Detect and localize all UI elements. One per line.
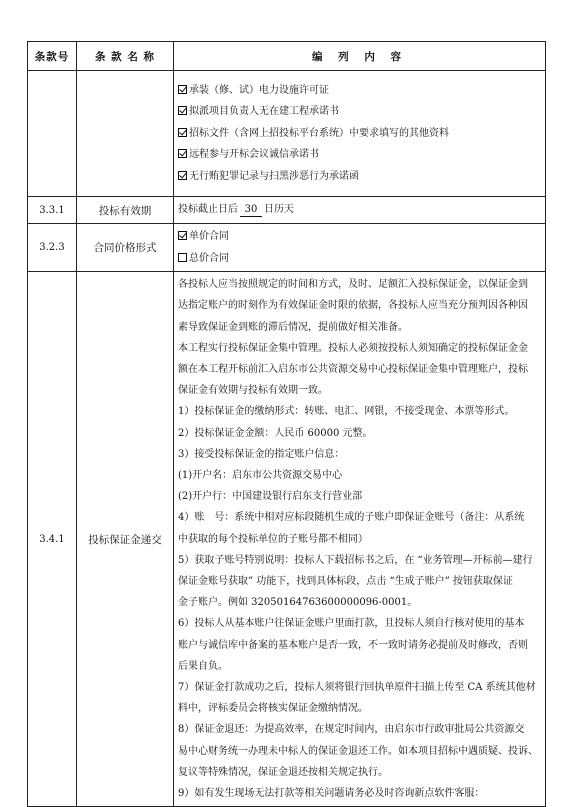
clause-table	[27, 41, 546, 807]
text-line: 6）投标人从基本账户往保证金账户里面打款，且投标人须自行核对使用的基本	[178, 618, 525, 630]
text-line: 复议等特殊情况，保证金退还按相关规定执行。	[178, 766, 388, 778]
list-item: 招标文件（含网上招投标平台系统）中要求填写的其他资料	[178, 123, 541, 145]
header-clause-name: 条 款 名 称	[77, 42, 174, 71]
unchecked-box-icon	[178, 253, 187, 262]
text-line: 5）获取子账号特别说明：投标人下载招标书之后，在 “业务管理—开标前—建行	[178, 554, 533, 566]
text-line: 账户与诚信库中备案的基本账户是否一致，不一致时请务必提前及时修改，否则	[178, 639, 528, 651]
text-line: 达指定账户的时刻作为有效保证金时限的依据，各投标人应当充分预判因各种因	[178, 300, 528, 312]
checked-box-icon	[178, 128, 187, 137]
cell-empty-number	[28, 71, 77, 197]
list-item: 承装（修、试）电力设施许可证	[178, 80, 541, 102]
option-unit-price: 单价合同	[178, 226, 541, 248]
guarantee-content	[174, 272, 546, 807]
text-line: 3）接受投标保证金的指定账户信息：	[178, 448, 345, 460]
clause-number: 3.3.1	[28, 197, 77, 224]
table-row-validity	[28, 197, 546, 224]
checked-box-icon	[178, 231, 187, 240]
text-line: 8）保证金退还：为提高效率，在规定时间内，由启东市行政审批局公共资源交	[178, 724, 525, 736]
clause-number: 3.2.3	[28, 224, 77, 272]
text-line: 额在本工程开标前汇入启东市公共资源交易中心投标保证金集中管理账户，投标	[178, 364, 528, 375]
checked-box-icon	[178, 85, 187, 94]
text-line: 7）保证金打款成功之后，投标人须将银行回执单原件扫描上传至 CA 系统其他材	[178, 682, 536, 694]
text-line: 后果自负。	[178, 660, 228, 672]
option-total-price: 总价合同	[178, 248, 541, 270]
table-row-materials	[28, 71, 546, 197]
text-line: 4）账 号：系统中相对应标段随机生成的子账户即保证金账号（备注：从系统	[178, 512, 525, 524]
table-row-contract-type	[28, 224, 546, 272]
cell-empty-name	[77, 71, 174, 197]
list-item: 拟派项目负责人无在建工程承诺书	[178, 101, 541, 123]
header-clause-number: 条款号	[28, 42, 77, 71]
list-item: 无行贿犯罪记录与扫黑涉恶行为承诺函	[178, 166, 541, 188]
contract-type-options	[174, 224, 546, 272]
table-header-row	[28, 42, 546, 71]
text-line: 本工程实行投标保证金集中管理。投标人必须按投标人须知确定的投标保证金金	[178, 342, 528, 354]
text-line: 各投标人应当按照规定的时间和方式，及时、足额汇入投标保证金，以保证金到	[178, 279, 528, 291]
list-item: 远程参与开标会议诚信承诺书	[178, 144, 541, 166]
checked-box-icon	[178, 106, 187, 115]
text-line: (1)开户名：启东市公共资源交易中心	[178, 470, 343, 482]
text-line: 易中心财务统一办理未中标人的保证金退还工作。如本项目招标中遇质疑、投诉、	[178, 745, 538, 757]
text-line: 保证金账号获取” 功能下，找到具体标段，点击 “生成子账户” 按钮获取保证	[178, 576, 513, 588]
text-line: 9）如有发生现场无法打款等相关问题请务必及时咨询新点软件客服：	[178, 788, 485, 800]
text-line: 中获取的每个投标单位的子账号都不相同）	[178, 533, 368, 545]
bidding-clause-table-page	[27, 41, 546, 807]
checked-box-icon	[178, 149, 187, 158]
header-content: 编 列 内 容	[174, 42, 546, 71]
table-row-guarantee	[28, 272, 546, 807]
clause-name: 投标保证金递交	[77, 272, 174, 807]
validity-days-value: 30	[240, 203, 262, 217]
clause-name: 合同价格形式	[77, 224, 174, 272]
text-line: 保证金有效期与投标有效期一致。	[178, 385, 328, 397]
validity-content: 投标截止日后 30 日历天	[174, 197, 546, 224]
text-line: 料中，评标委员会将核实保证金缴纳情况。	[178, 703, 368, 715]
text-line: 素导致保证金到账的滞后情况，提前做好相关准备。	[178, 321, 408, 333]
cell-materials-list	[174, 71, 546, 197]
clause-number: 3.4.1	[28, 272, 77, 807]
checked-box-icon	[178, 171, 187, 180]
text-line: 2）投标保证金金额：人民币 60000 元整。	[178, 427, 373, 439]
clause-name: 投标有效期	[77, 197, 174, 224]
text-line: 金子账户。例如 32050164763600000096-0001。	[178, 597, 418, 609]
text-line: (2)开户行：中国建设银行启东支行营业部	[178, 491, 363, 503]
text-line: 1）投标保证金的缴纳形式：转账、电汇、网银，不接受现金、本票等形式。	[178, 406, 515, 418]
